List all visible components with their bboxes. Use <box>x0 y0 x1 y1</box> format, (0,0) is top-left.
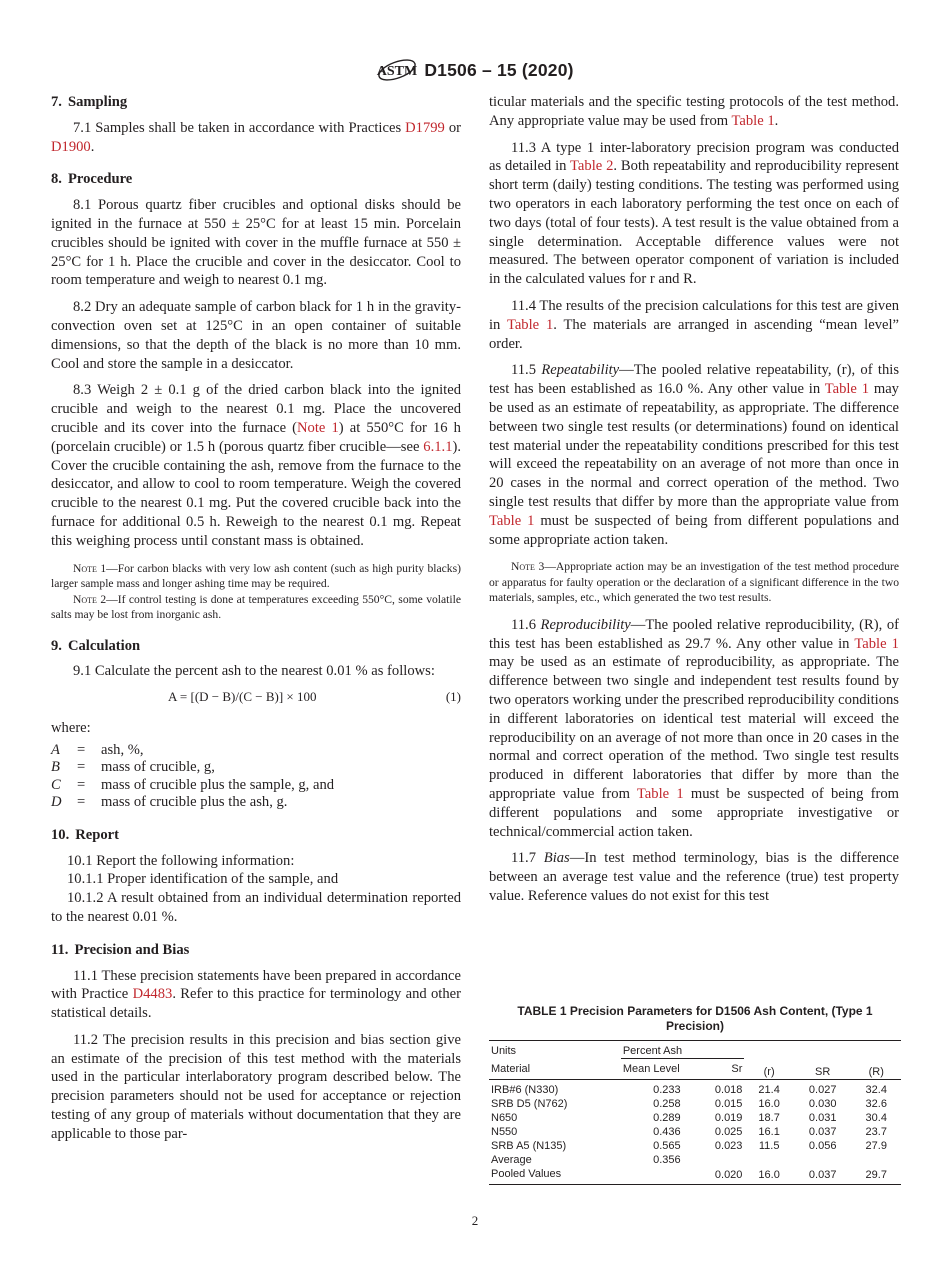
link-note-1[interactable]: Note 1 <box>297 419 339 436</box>
table-row: IRB#6 (N330) 0.233 0.018 21.4 0.027 32.4 <box>491 1083 887 1096</box>
left-column <box>51 93 461 1158</box>
section-heading: 10. Report <box>51 826 120 843</box>
link-table-1[interactable]: Table 1 <box>824 381 870 398</box>
table-row: SRB D5 (N762) 0.258 0.015 16.0 0.030 32.6 <box>491 1097 887 1110</box>
table-header-row: Units Percent Ash <box>489 1041 901 1059</box>
section-heading: 11. Precision and Bias <box>51 941 190 958</box>
table-row: N550 0.436 0.025 16.1 0.037 23.7 <box>491 1125 887 1138</box>
section-heading: 7. Sampling <box>51 94 128 110</box>
paragraph-8-3: 8.3 Weigh 2 ± 0.1 g of the dried carbon black into the ignited crucible and weigh to the nearest 0.1 mg. Place the uncovered crucible and its cover into the furnace (Note 1) at 550°C for 16 h (porcelain crucible) or 1.5 h (porous quartz fiber crucible—see 6.1.1). Cover the crucible containing the ash, remove from the furnace to the desiccator, and allow to cool to room temperature. Weigh the covered crucible to the nearest 0.1 mg. Put the covered crucible back into the furnace for additional 0.5 h. Reweigh to the nearest 0.1 mg. Repeat this weighing process until constant mass is obtained. <box>51 382 461 549</box>
paragraph-11-7: 11.7 Bias—In test method terminology, bias is the difference between an average test value and the reference (true) test property value. Reference values do not exist for this test <box>489 850 899 904</box>
section-sampling <box>51 93 461 156</box>
paragraph-9-1: 9.1 Calculate the percent ash to the nearest 0.01 % as follows: <box>73 663 435 680</box>
link-table-1[interactable]: Table 1 <box>506 316 554 333</box>
paragraph-10-1-1: 10.1.1 Proper identification of the sample, and <box>67 871 339 888</box>
paragraph-11-2: 11.2 The precision results in this precision and bias section give an estimate of the precision of this test method with the materials used in the particular interlaboratory program described below. The precision parameters should not be used for acceptance or rejection testing of any group of materials without documentation that they are applicable to those par- <box>51 1031 461 1142</box>
paragraph-10-1: 10.1 Report the following information: <box>67 852 295 869</box>
paragraph-11-3: 11.3 A type 1 inter-laboratory precision program was conducted as detailed in Table 2. Both repeatability and reproducibility represent short term (daily) testing conditions. The testing was performed using two operators in each laboratory performing the test once on each of two days (total of four tests). A test result is the value obtained from a single determination. Acceptable difference values were not measured. The between operator component of variation is included in the calculated values for r and R. <box>489 139 899 288</box>
section-procedure <box>51 170 461 622</box>
link-table-1[interactable]: Table 1 <box>731 112 775 129</box>
astm-logo-icon <box>376 55 418 85</box>
paragraph-7-1: 7.1 Samples shall be taken in accordance with Practices D1799 or D1900. <box>51 119 461 155</box>
note-1: Note 1—For carbon blacks with very low ash content (such as high purity blacks) larger sample mass and longer ashing time may be required. <box>51 561 461 591</box>
document-id: D1506 – 15 (2020) <box>424 59 574 80</box>
note-2: Note 2—If control testing is done at temperatures exceeding 550°C, some volatile salts may be lost from inorganic ash. <box>51 592 461 622</box>
precision-table <box>489 1040 901 1185</box>
paragraph-11-5: 11.5 Repeatability—The pooled relative repeatability, (r), of this test has been established as 16.0 %. Any other value in Table 1 may be used as an estimate of repeatability, as appropriate. The difference between two single test results (or determinations) found on identical test material under the repeatability conditions prescribed for this test will exceed the repeatability on an average of not more than once in 20 cases in the normal and correct operation of the method. Two single test results that differ by more than the appropriate value from Table 1 must be suspected of being from different populations and some appropriate action taken. <box>489 362 900 548</box>
table-title: TABLE 1 Precision Parameters for D1506 Ash Content, (Type 1 Precision) <box>517 1004 873 1033</box>
definition-row: B = mass of crucible, g, <box>51 759 215 776</box>
table-header-row: Material Mean Level Sr (r) SR (R) <box>489 1059 901 1080</box>
paragraph-11-6: 11.6 Reproducibility—The pooled relative reproducibility, (R), of this test has been established as 29.7 %. Any other value in Table 1 may be used as an estimate of reproducibility, as appropriate. The difference between two single and independent test results found by two operators working under the prescribed reproducibility conditions in different laboratories on identical test material will exceed the reproducibility on an average of not more than once in 20 cases in the normal and correct operation of the method. Two single test results produced in different laboratories that differ by more than the appropriate value from Table 1 must be suspected of being from different populations and some appropriate investigative or technical/commercial action taken. <box>489 616 899 840</box>
notes <box>51 561 461 623</box>
page-header <box>0 55 950 85</box>
definition-row: D = mass of crucible plus the ash, g. <box>51 794 288 811</box>
link-table-1[interactable]: Table 1 <box>636 786 684 802</box>
variable-definitions <box>51 742 461 812</box>
paragraph-11-4: 11.4 The results of the precision calculations for this test are given in Table 1. The materials are arranged in ascending “mean level” order. <box>489 297 899 352</box>
table-row: Pooled Values 0.020 16.0 0.037 29.7 <box>489 1167 901 1185</box>
section-heading: 9. Calculation <box>51 637 141 654</box>
paragraph-11-2-continued: ticular materials and the specific testing protocols of the test method. Any appropriate value may be used from Table 1. <box>489 94 899 129</box>
paragraph-8-1: 8.1 Porous quartz fiber crucibles and optional disks should be ignited in the furnace at 550 ± 25°C for at least 15 min. Porcelain crucibles should be ignited with cover in the muffle furnace at 550 ± 25°C for 1 h. Place the crucible and cover in the desiccator. Cool to room temperature and weigh to nearest 0.1 mg. <box>51 197 461 289</box>
note-3: Note 3—Appropriate action may be an investigation of the test method procedure or apparatus for faulty operation or the declaration of a significant difference in the two materials, samples, etc., which generated the two test results. <box>489 560 899 605</box>
equation-number: (1) <box>445 689 461 705</box>
link-table-2[interactable]: Table 2 <box>570 158 614 175</box>
svg-text:ASTM: ASTM <box>377 64 418 79</box>
paragraph-10-1-2: 10.1.2 A result obtained from an individual determination reported to the nearest 0.01 %. <box>51 890 461 925</box>
where-label: where: <box>51 719 91 736</box>
link-d1900[interactable]: D1900 <box>51 138 91 155</box>
page-number: 2 <box>471 1213 479 1228</box>
paragraph-8-2: 8.2 Dry an adequate sample of carbon black for 1 h in the gravity-convection oven set at 125°C in an open container of suitable dimensions, so that the depth of the black is no more than 10 mm. Cool and store the sample in a desiccator. <box>51 299 461 372</box>
link-table-1[interactable]: Table 1 <box>854 635 899 652</box>
section-report <box>51 826 461 927</box>
section-precision-bias <box>51 941 461 1144</box>
link-d4483[interactable]: D4483 <box>132 986 173 1003</box>
definition-row: C = mass of crucible plus the sample, g, and <box>51 776 335 793</box>
link-d1799[interactable]: D1799 <box>405 119 445 136</box>
link-table-1[interactable]: Table 1 <box>489 512 535 529</box>
table-row: SRB A5 (N135) 0.565 0.023 11.5 0.056 27.9 <box>491 1139 887 1152</box>
equation-expression: A = [(D − B)/(C − B)] × 100 <box>168 689 317 705</box>
link-6-1-1[interactable]: 6.1.1 <box>423 438 453 455</box>
section-calculation <box>51 637 461 812</box>
right-column <box>489 93 899 914</box>
table-row: N650 0.289 0.019 18.7 0.031 30.4 <box>491 1111 887 1124</box>
table-1 <box>489 1004 901 1185</box>
definition-row: A = ash, %, <box>51 741 144 758</box>
paragraph-11-1: 11.1 These precision statements have been prepared in accordance with Practice D4483. Refer to this practice for terminology and other statistical details. <box>51 967 461 1022</box>
section-heading: 8. Procedure <box>51 171 133 188</box>
table-row: Average 0.356 <box>491 1153 681 1166</box>
equation-1 <box>51 688 461 707</box>
